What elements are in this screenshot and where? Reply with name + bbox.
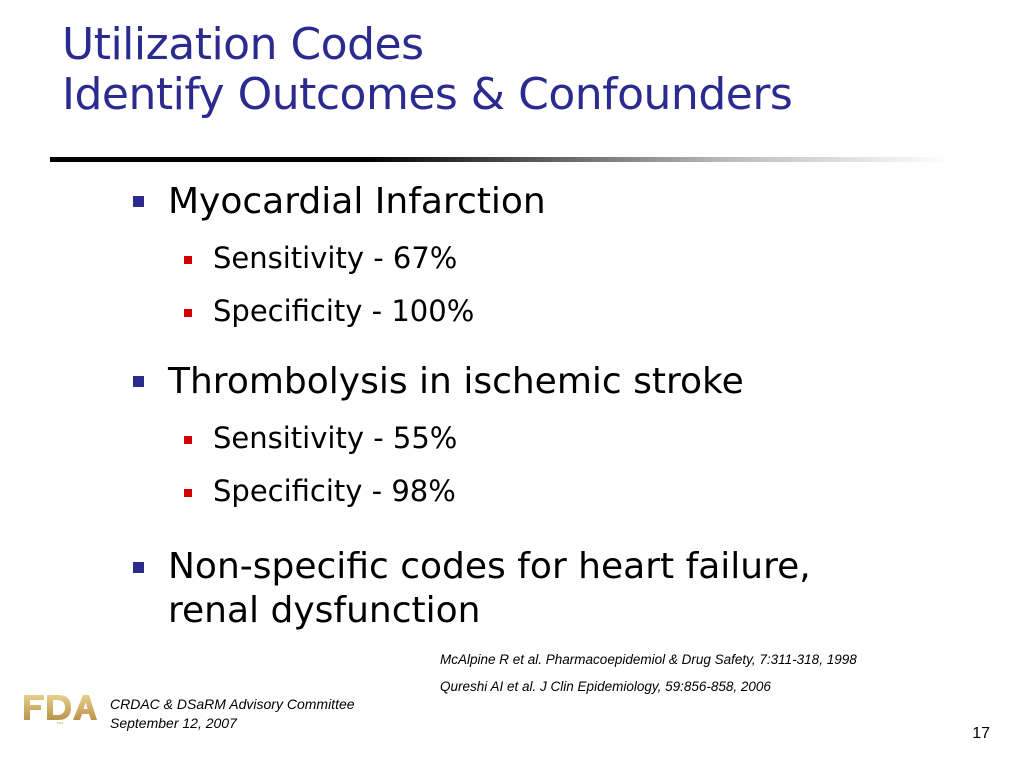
page-number: 17 xyxy=(972,725,990,742)
footer xyxy=(110,695,355,733)
bullet-thrombolysis: Thrombolysis in ischemic stroke xyxy=(168,361,744,402)
footer-date: September 12, 2007 xyxy=(110,715,237,731)
bullet-square-icon xyxy=(133,196,144,207)
slide-title-line1: Utilization Codes xyxy=(62,19,424,70)
sub-bullet-stroke-sensitivity: Sensitivity - 55% xyxy=(213,421,458,455)
sub-bullet-stroke-specificity: Specificity - 98% xyxy=(213,474,456,508)
slide-title-line2: Identify Outcomes & Confounders xyxy=(62,69,793,120)
bullet-non-specific-codes-line1: Non-specific codes for heart failure, xyxy=(168,546,811,587)
fda-logo-text: FDA xyxy=(56,721,64,725)
fda-logo-icon xyxy=(22,689,98,725)
references xyxy=(440,646,857,700)
reference-mcalpine: McAlpine R et al. Pharmacoepidemiol & Drug Safety, 7:311-318, 1998 xyxy=(440,652,857,667)
sub-bullet-square-icon xyxy=(184,489,192,497)
sub-bullet-mi-sensitivity: Sensitivity - 67% xyxy=(213,241,458,275)
sub-bullet-square-icon xyxy=(184,436,192,444)
bullet-square-icon xyxy=(133,376,144,387)
footer-committee: CRDAC & DSaRM Advisory Committee xyxy=(110,696,355,712)
sub-bullet-mi-specificity: Specificity - 100% xyxy=(213,294,475,328)
bullet-non-specific-codes-line2: renal dysfunction xyxy=(168,590,481,631)
slide-title xyxy=(62,20,792,120)
bullet-square-icon xyxy=(133,562,144,573)
sub-bullet-square-icon xyxy=(184,256,192,264)
sub-bullet-square-icon xyxy=(184,309,192,317)
reference-qureshi: Qureshi AI et al. J Clin Epidemiology, 59:856-858, 2006 xyxy=(440,679,771,694)
title-divider xyxy=(50,157,950,162)
bullet-myocardial-infarction: Myocardial Infarction xyxy=(168,181,546,222)
